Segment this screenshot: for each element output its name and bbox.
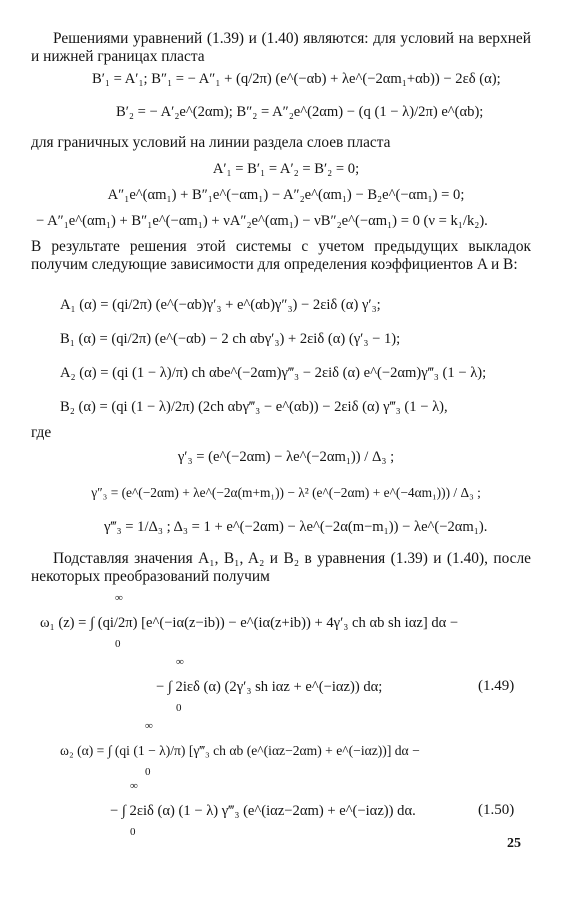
integral-lower-limit: 0 (145, 766, 151, 778)
integral-upper-limit: ∞ (145, 720, 153, 732)
substitution-paragraph: Подставляя значения A₁, B₁, A₂ и B₂ в уравнения (1.39) и (1.40), после некоторых преобразований получим (31, 550, 531, 585)
equation-149-line1: ω₁ (z) = ∫ (qi/2π) [e^(−iα(z−ib)) − e^(iα(z+ib)) + 4γ′₃ ch αb sh iαz] dα − (40, 615, 459, 631)
equation-b1: B′₁ = A′₁; B″₁ = − A″₁ + (q/2π) (e^(−αb) + λe^(−2αm₁+αb)) − 2εδ (α); (92, 71, 501, 87)
integral-lower-limit: 0 (130, 826, 136, 838)
page-number: 25 (507, 836, 521, 851)
result-paragraph: В результате решения этой системы с учетом предыдущих выкладок получим следующие зависимости для определения коэффициентов A и B: (31, 238, 531, 273)
integral-lower-limit: 0 (115, 638, 121, 650)
boundary-conditions-text: для граничных условий на линии раздела слоев пласта (31, 134, 391, 151)
equation-a2: A₂ (α) = (qi (1 − λ)/π) ch αbe^(−2αm)γ‴₃ − 2εiδ (α) e^(−2αm)γ‴₃ (1 − λ); (60, 365, 487, 381)
integral-upper-limit: ∞ (115, 592, 123, 604)
integral-upper-limit: ∞ (130, 780, 138, 792)
equation-a1: A₁ (α) = (qi/2π) (e^(−αb)γ′₃ + e^(αb)γ″₃) − 2εiδ (α) γ′₃; (60, 297, 381, 313)
intro-paragraph: Решениями уравнений (1.39) и (1.40) являются: для условий на верхней и нижней границах пласта (31, 30, 531, 65)
equation-number-150: (1.50) (478, 802, 515, 818)
equation-number-149: (1.49) (478, 678, 515, 694)
where-label: где (31, 424, 52, 441)
equation-b2: B′₂ = − A′₂e^(2αm); B″₂ = A″₂e^(2αm) − (q (1 − λ)/2π) e^(αb); (116, 104, 484, 120)
equation-gamma1: γ′₃ = (e^(−2αm) − λe^(−2αm₁)) / Δ₃ ; (177, 449, 395, 465)
equation-gamma2: γ″₃ = (e^(−2αm) + λe^(−2α(m+m₁)) − λ² (e^(−2αm) + e^(−4αm₁))) / Δ₃ ; (91, 485, 481, 500)
equation-150-line2: − ∫ 2εiδ (α) (1 − λ) γ‴₃ (e^(iαz−2αm) + e^(−iαz)) dα. (110, 803, 416, 819)
equation-c2: A″₁e^(αm₁) + B″₁e^(−αm₁) − A″₂e^(αm₁) − B₂e^(−αm₁) = 0; (107, 187, 465, 203)
equation-149-line2: − ∫ 2iεδ (α) (2γ′₃ sh iαz + e^(−iαz)) dα; (156, 679, 383, 695)
equation-150-line1: ω₂ (α) = ∫ (qi (1 − λ)/π) [γ‴₃ ch αb (e^(iαz−2αm) + e^(−iαz))] dα − (60, 743, 420, 758)
integral-lower-limit: 0 (176, 702, 182, 714)
equation-c3: − A″₁e^(αm₁) + B″₁e^(−αm₁) + νA″₂e^(αm₁) − νB″₂e^(−αm₁) = 0 (ν = k₁/k₂). (36, 213, 488, 229)
equation-bb1: B₁ (α) = (qi/2π) (e^(−αb) − 2 ch αbγ′₃) + 2εiδ (α) (γ′₃ − 1); (60, 331, 401, 347)
equation-c1: A′₁ = B′₁ = A′₂ = B′₂ = 0; (212, 161, 360, 177)
equation-bb2: B₂ (α) = (qi (1 − λ)/2π) (2ch αbγ‴₃ − e^(αb)) − 2εiδ (α) γ‴₃ (1 − λ), (60, 399, 448, 415)
equation-gamma3: γ‴₃ = 1/Δ₃ ; Δ₃ = 1 + e^(−2αm) − λe^(−2α(m−m₁)) − λe^(−2αm₁). (104, 519, 488, 535)
integral-upper-limit: ∞ (176, 656, 184, 668)
